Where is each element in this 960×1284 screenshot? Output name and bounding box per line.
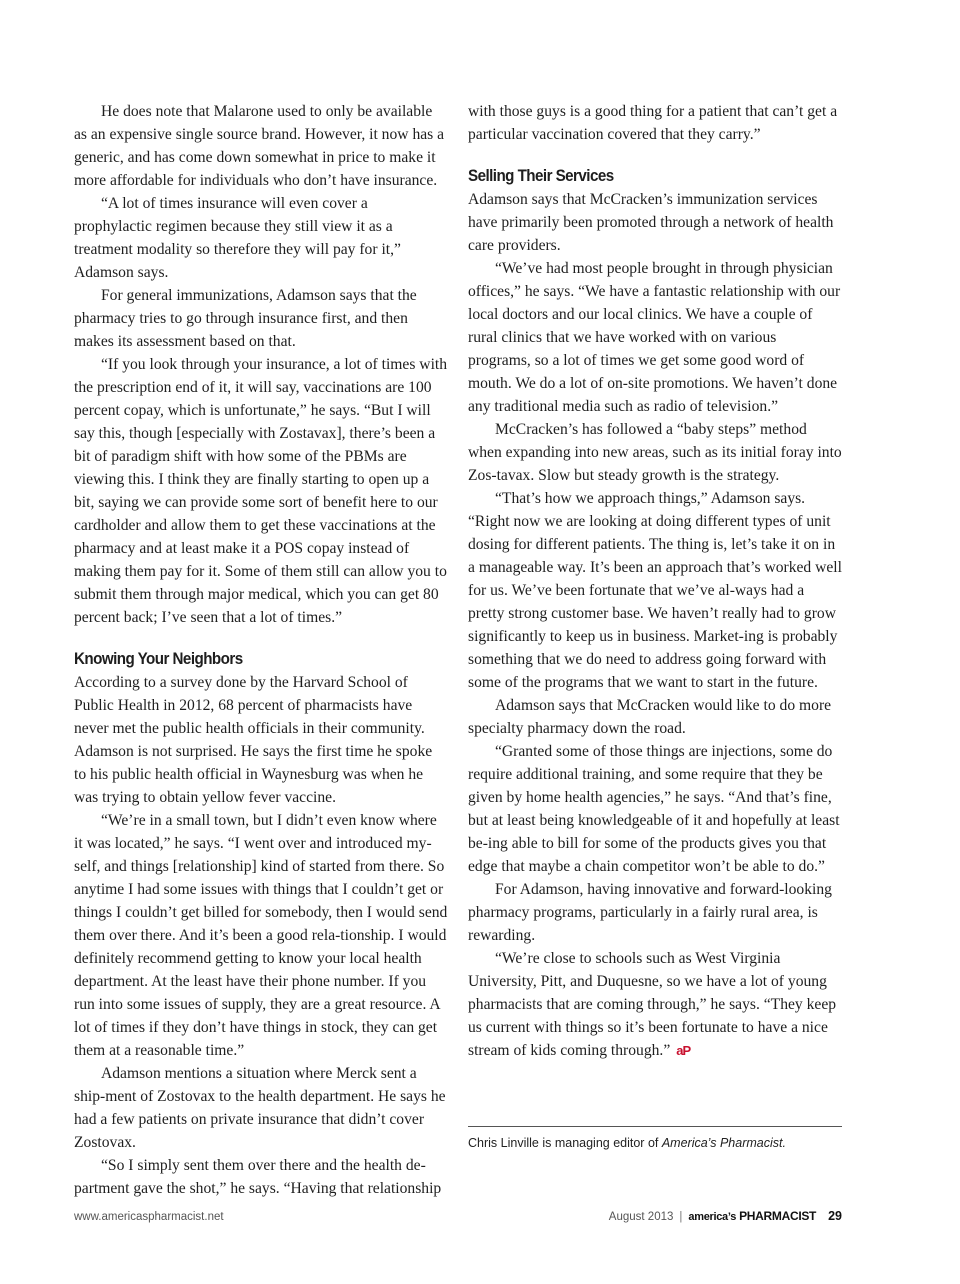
end-mark-logo-icon: aP [676,1043,691,1058]
paragraph: He does note that Malarone used to only be available as an expensive single source brand. However, it now has a generic, and has come down somewhat in price to make it more affordable for individuals who don’t have insurance. [74,103,445,189]
paragraph: For general immunizations, Adamson says that the pharmacy tries to go through insurance first, and then makes its assessment based on that. [74,287,417,350]
magazine-name: PHARMACIST [739,1209,817,1223]
footer-issue-info [609,1209,842,1223]
paragraph: “That’s how we approach things,” Adamson says. “Right now we are looking at doing different types of unit dosing for different patients. The thing is, let’s take it on in a manageable way. It’s been an approach that’s worked well for us. We’ve been fortunate that we’ve al-ways had a pretty strong customer base. We haven’t really had to grow significantly to keep us in business. Market-ing is probably something that we do need to address going forward with some of the programs that we want to start in the future. [468,490,842,691]
footer-url[interactable]: www.americaspharmacist.net [74,1211,224,1223]
section-heading: Selling Their Services [468,167,614,185]
paragraph: “So I simply sent them over there and the health de-partment gave the shot,” he says. “Having that relationship [74,1157,442,1197]
section-heading: Knowing Your Neighbors [74,650,243,668]
footer-date: August 2013 [608,1211,674,1223]
paragraph: For Adamson, having innovative and forward-looking pharmacy programs, particularly in a fairly rural area, is rewarding. [468,881,832,944]
paragraph: “Granted some of those things are injections, some do require additional training, and some require that they be given by home health agencies,” he says. “And that’s fine, but at least being knowledgeable of it and hopefully at least be-ing able to bill for some of the products gives you that edge that maybe a chain competitor won’t be able to do.” [468,743,840,875]
bio-text: Chris Linville is managing editor of [468,1136,662,1150]
paragraph: “If you look through your insurance, a lot of times with the prescription end of it, it will say, vaccinations are 100 percent copay, which is unfortunate,” he says. “But I will say this, though [especially with Zostavax], there’s been a bit of paradigm shift with how some of the PBMs are viewing this. I think they are finally starting to open up a bit, saying we can provide some sort of benefit here to our cardholder and allow them to get these vaccinations at the pharmacy and at least make it a POS copay instead of making them pay for it. Some of them still can allow you to submit them through major medical, which you can get 80 percent back; I’ve seen that a lot of times.” [74,356,448,626]
paragraph: According to a survey done by the Harvard School of Public Health in 2012, 68 percent of pharmacists have never met the public health officials in their community. Adamson is not surprised. He says the first time he spoke to his public health official in Waynesburg was when he was trying to obtain yellow fever vaccine. [74,674,433,806]
paragraph: Adamson says that McCracken would like to do more specialty pharmacy down the road. [468,697,832,737]
page-number: 29 [828,1209,842,1223]
magazine-prefix: america’s [688,1211,737,1223]
paragraph-text: “We’re close to schools such as West Virginia University, Pitt, and Duquesne, so we have a lot of young pharmacists that are coming through,” he says. “They keep us current with things so it’s been fortunate to have a nice stream of kids coming through.” [468,950,837,1059]
article-column-right [468,100,842,1062]
article-column-left [74,100,448,1200]
bio-divider [468,1126,842,1127]
bio-publication: America’s Pharmacist. [661,1136,786,1150]
paragraph: Adamson mentions a situation where Merck sent a ship-ment of Zostovax to the health department. He says he had a few patients on private insurance that didn’t cover Zostovax. [74,1065,446,1151]
paragraph: McCracken’s has followed a “baby steps” method when expanding into new areas, such as its initial foray into Zos-tavax. Slow but steady growth is the strategy. [468,421,842,484]
author-bio [468,1136,842,1150]
paragraph-final [468,947,842,1062]
magazine-logo [688,1209,816,1223]
paragraph: with those guys is a good thing for a patient that can’t get a particular vaccination covered that they carry.” [468,103,838,143]
paragraph: “A lot of times insurance will even cover a prophylactic regimen because they still view it as a treatment modality so therefore they will pay for it,” Adamson says. [74,195,401,281]
paragraph: “We’ve had most people brought in through physician offices,” he says. “We have a fantastic relationship with our local doctors and our local clinics. We have a couple of rural clinics that we have worked with on various programs, so a lot of times we get some good word of mouth. We do a lot of on-site promotions. We haven’t done any traditional media such as radio of television.” [468,260,841,415]
paragraph: Adamson says that McCracken’s immunization services have primarily been promoted through a network of health care providers. [468,191,834,254]
footer-separator: | [679,1211,683,1223]
paragraph: “We’re in a small town, but I didn’t even know where it was located,” he says. “I went over and introduced my-self, and things [relationship] kind of started from there. So anytime I had some issues with things that I couldn’t get or things I couldn’t get billed for somebody, then I would send them over there. And it’s been a good rela-tionship. I would definitely recommend getting to know your local health department. At the least have their phone number. If you run into some issues of supply, they are a great resource. A lot of times if they don’t have things in stock, they can get them at a reasonable time.” [74,812,448,1059]
